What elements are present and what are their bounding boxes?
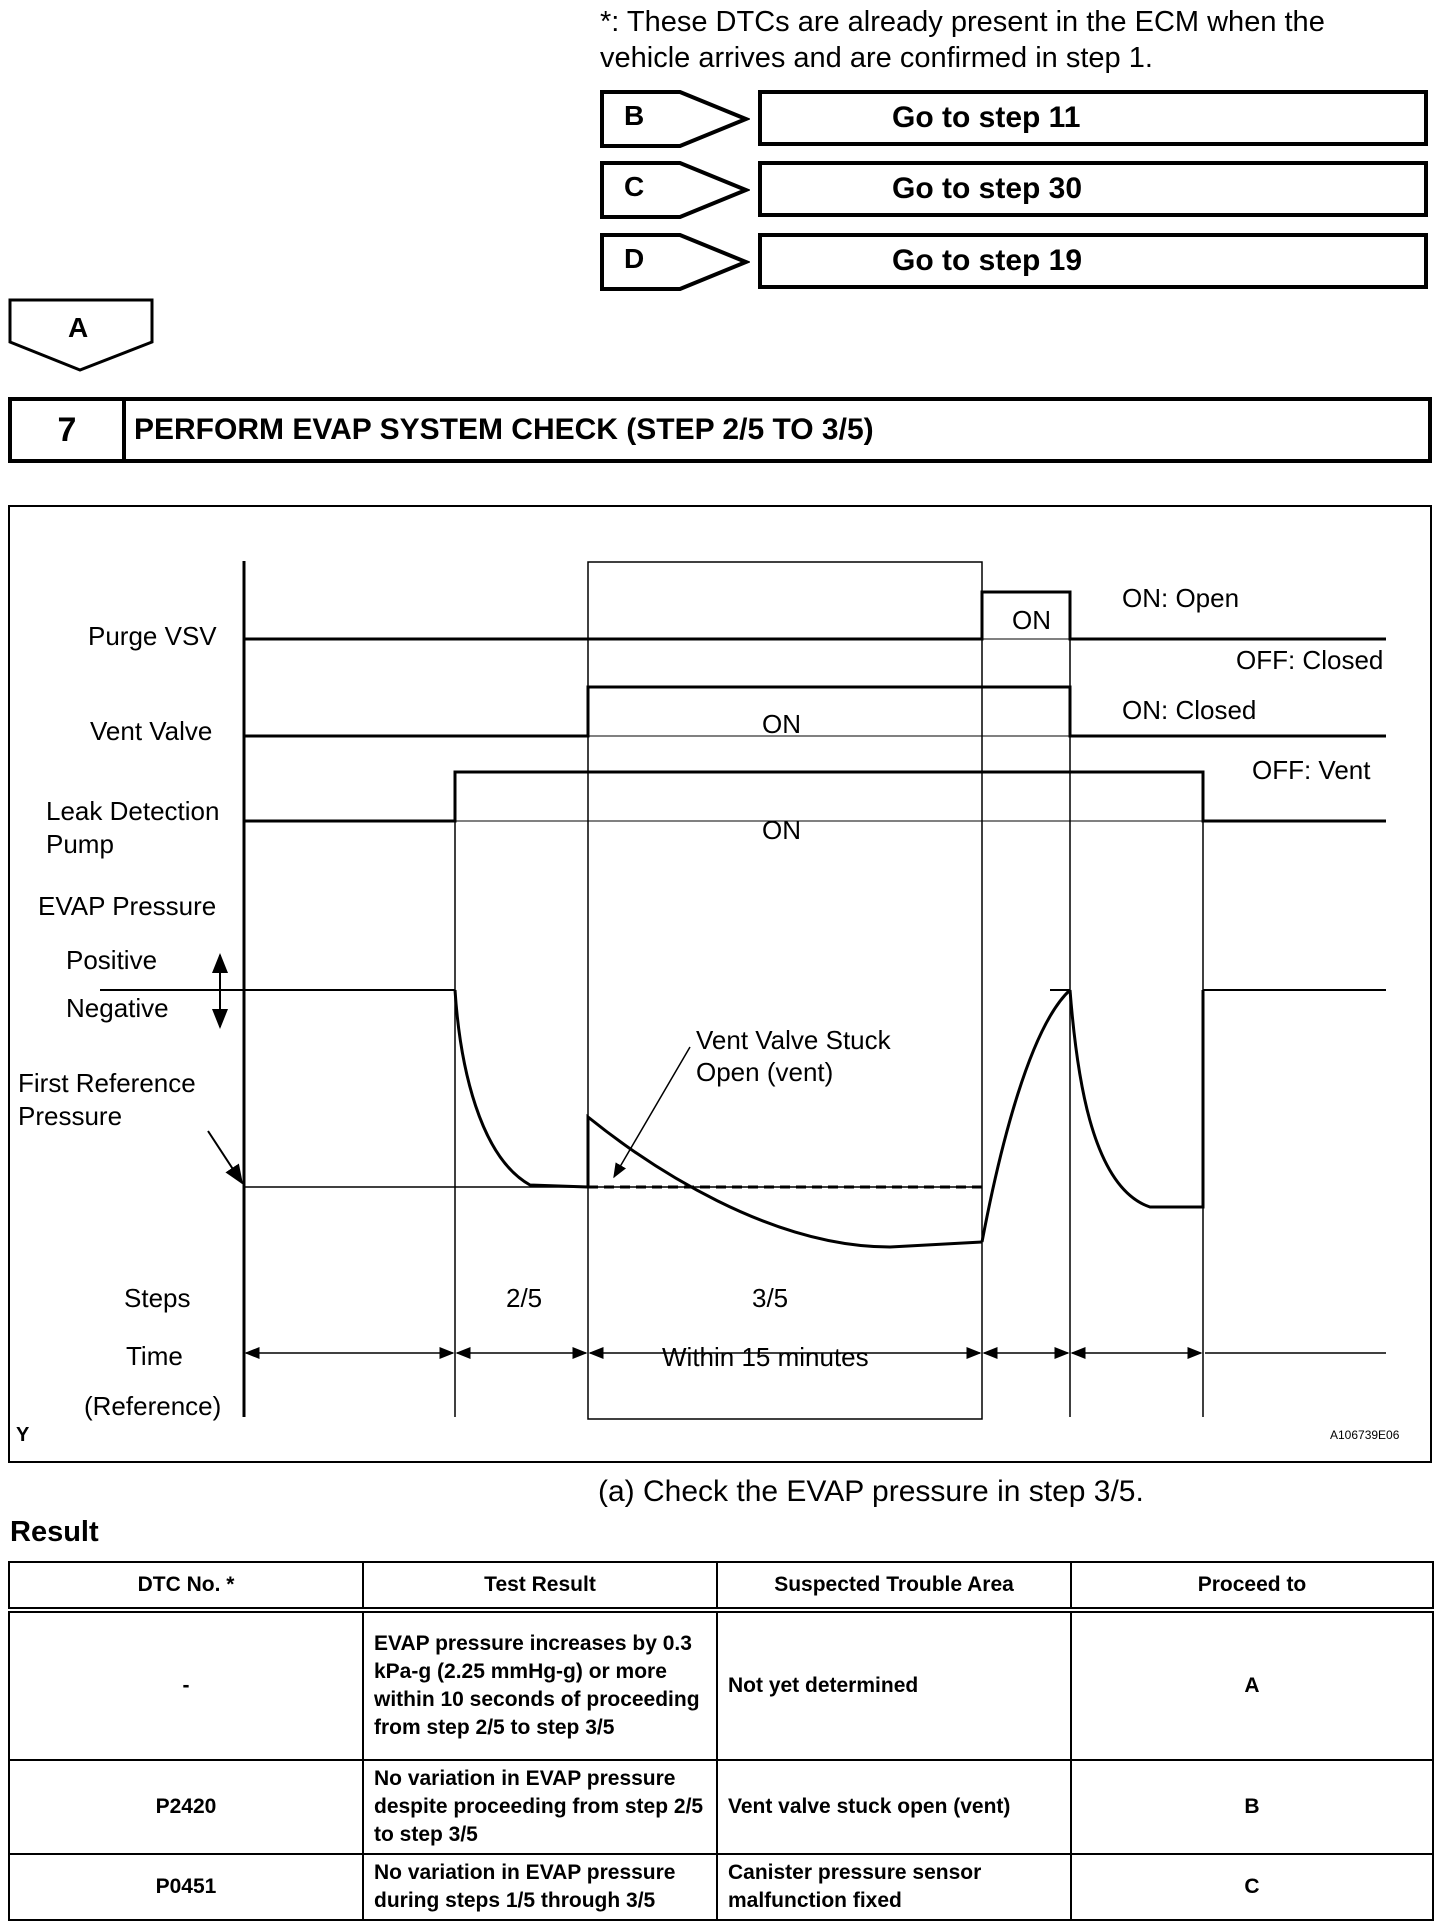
label-first-ref-2: Pressure	[18, 1101, 123, 1131]
cell-area: Vent valve stuck open (vent)	[717, 1760, 1071, 1854]
table-row	[9, 1854, 1433, 1920]
cell-result: No variation in EVAP pressure despite proceeding from step 2/5 to step 3/5	[363, 1760, 717, 1854]
branch-d-tag	[600, 233, 750, 291]
branch-letter: D	[624, 243, 645, 274]
label-vent-valve: Vent Valve	[90, 716, 213, 746]
evap-curve-2-5	[455, 990, 588, 1187]
go-to-step-11: Go to step 11	[758, 90, 1428, 146]
leak-pump-trace	[244, 772, 1386, 821]
header-proceed: Proceed to	[1071, 1562, 1433, 1610]
label-steps: Steps	[124, 1283, 191, 1313]
evap-curve-final	[1070, 990, 1203, 1207]
label-positive: Positive	[66, 945, 158, 975]
branch-letter: B	[624, 100, 645, 131]
step-header	[8, 397, 1432, 463]
step-3-5-label: 3/5	[752, 1283, 789, 1313]
label-leak-pump-2: Pump	[46, 829, 114, 859]
result-heading: Result	[10, 1516, 99, 1548]
label-negative: Negative	[66, 993, 169, 1023]
branch-c-tag	[600, 161, 750, 219]
step-number: 7	[12, 401, 126, 459]
annotation-stuck-1: Vent Valve Stuck	[696, 1025, 891, 1055]
table-row	[9, 1610, 1433, 1760]
branch-letter: C	[624, 171, 645, 202]
pump-on-label: ON	[762, 815, 801, 845]
result-table	[8, 1561, 1434, 1921]
label-leak-pump-1: Leak Detection	[46, 796, 220, 826]
dtc-note: *: These DTCs are already present in the ECM when the vehicle arrives and are confirmed in step 1.	[600, 6, 1325, 74]
annotation-pointer	[614, 1047, 690, 1177]
header-test-result: Test Result	[363, 1562, 717, 1610]
evap-curve-rise	[982, 990, 1070, 1242]
cell-area: Not yet determined	[717, 1610, 1071, 1760]
label-purge-vsv: Purge VSV	[88, 621, 217, 651]
cell-result: EVAP pressure increases by 0.3 kPa-g (2.25 mmHg-g) or more within 10 seconds of proceeding from step 2/5 to step 3/5	[363, 1610, 717, 1760]
corner-y: Y	[16, 1424, 30, 1446]
state-off-vent: OFF: Vent	[1252, 755, 1371, 785]
state-on-closed: ON: Closed	[1122, 695, 1257, 725]
header-trouble-area: Suspected Trouble Area	[717, 1562, 1071, 1610]
table-row	[9, 1760, 1433, 1854]
step-2-5-label: 2/5	[506, 1283, 543, 1313]
figure-id: A106739E06	[1330, 1428, 1400, 1442]
purge-on-label: ON	[1012, 605, 1051, 635]
label-reference: (Reference)	[84, 1391, 222, 1421]
cell-proceed: A	[1071, 1610, 1433, 1760]
vent-on-label: ON	[762, 709, 801, 739]
table-header-row	[9, 1562, 1433, 1610]
label-first-ref-1: First Reference	[18, 1068, 196, 1098]
cell-area: Canister pressure sensor malfunction fixed	[717, 1854, 1071, 1920]
cell-dtc: P0451	[9, 1854, 363, 1920]
state-on-open: ON: Open	[1122, 583, 1240, 613]
header-dtc: DTC No. *	[9, 1562, 363, 1610]
annotation-stuck-2: Open (vent)	[696, 1057, 834, 1087]
within-15-label: Within 15 minutes	[662, 1342, 869, 1372]
go-to-step-30: Go to step 30	[758, 161, 1428, 217]
check-instruction: (a) Check the EVAP pressure in step 3/5.	[598, 1475, 1144, 1508]
label-evap-pressure: EVAP Pressure	[38, 891, 217, 921]
branch-b-tag	[600, 90, 750, 148]
state-off-closed: OFF: Closed	[1236, 645, 1384, 675]
cell-proceed: B	[1071, 1760, 1433, 1854]
first-ref-pointer	[208, 1131, 242, 1183]
cell-dtc: -	[9, 1610, 363, 1760]
branch-a-letter: A	[68, 312, 89, 343]
go-to-step-19: Go to step 19	[758, 233, 1428, 289]
branch-a-tag	[8, 298, 154, 374]
step-title: PERFORM EVAP SYSTEM CHECK (STEP 2/5 TO 3/5)	[134, 413, 874, 446]
cell-proceed: C	[1071, 1854, 1433, 1920]
evap-curve-3-5	[588, 1117, 982, 1247]
label-time: Time	[126, 1341, 183, 1371]
timing-diagram	[8, 505, 1432, 1463]
cell-dtc: P2420	[9, 1760, 363, 1854]
cell-result: No variation in EVAP pressure during steps 1/5 through 3/5	[363, 1854, 717, 1920]
